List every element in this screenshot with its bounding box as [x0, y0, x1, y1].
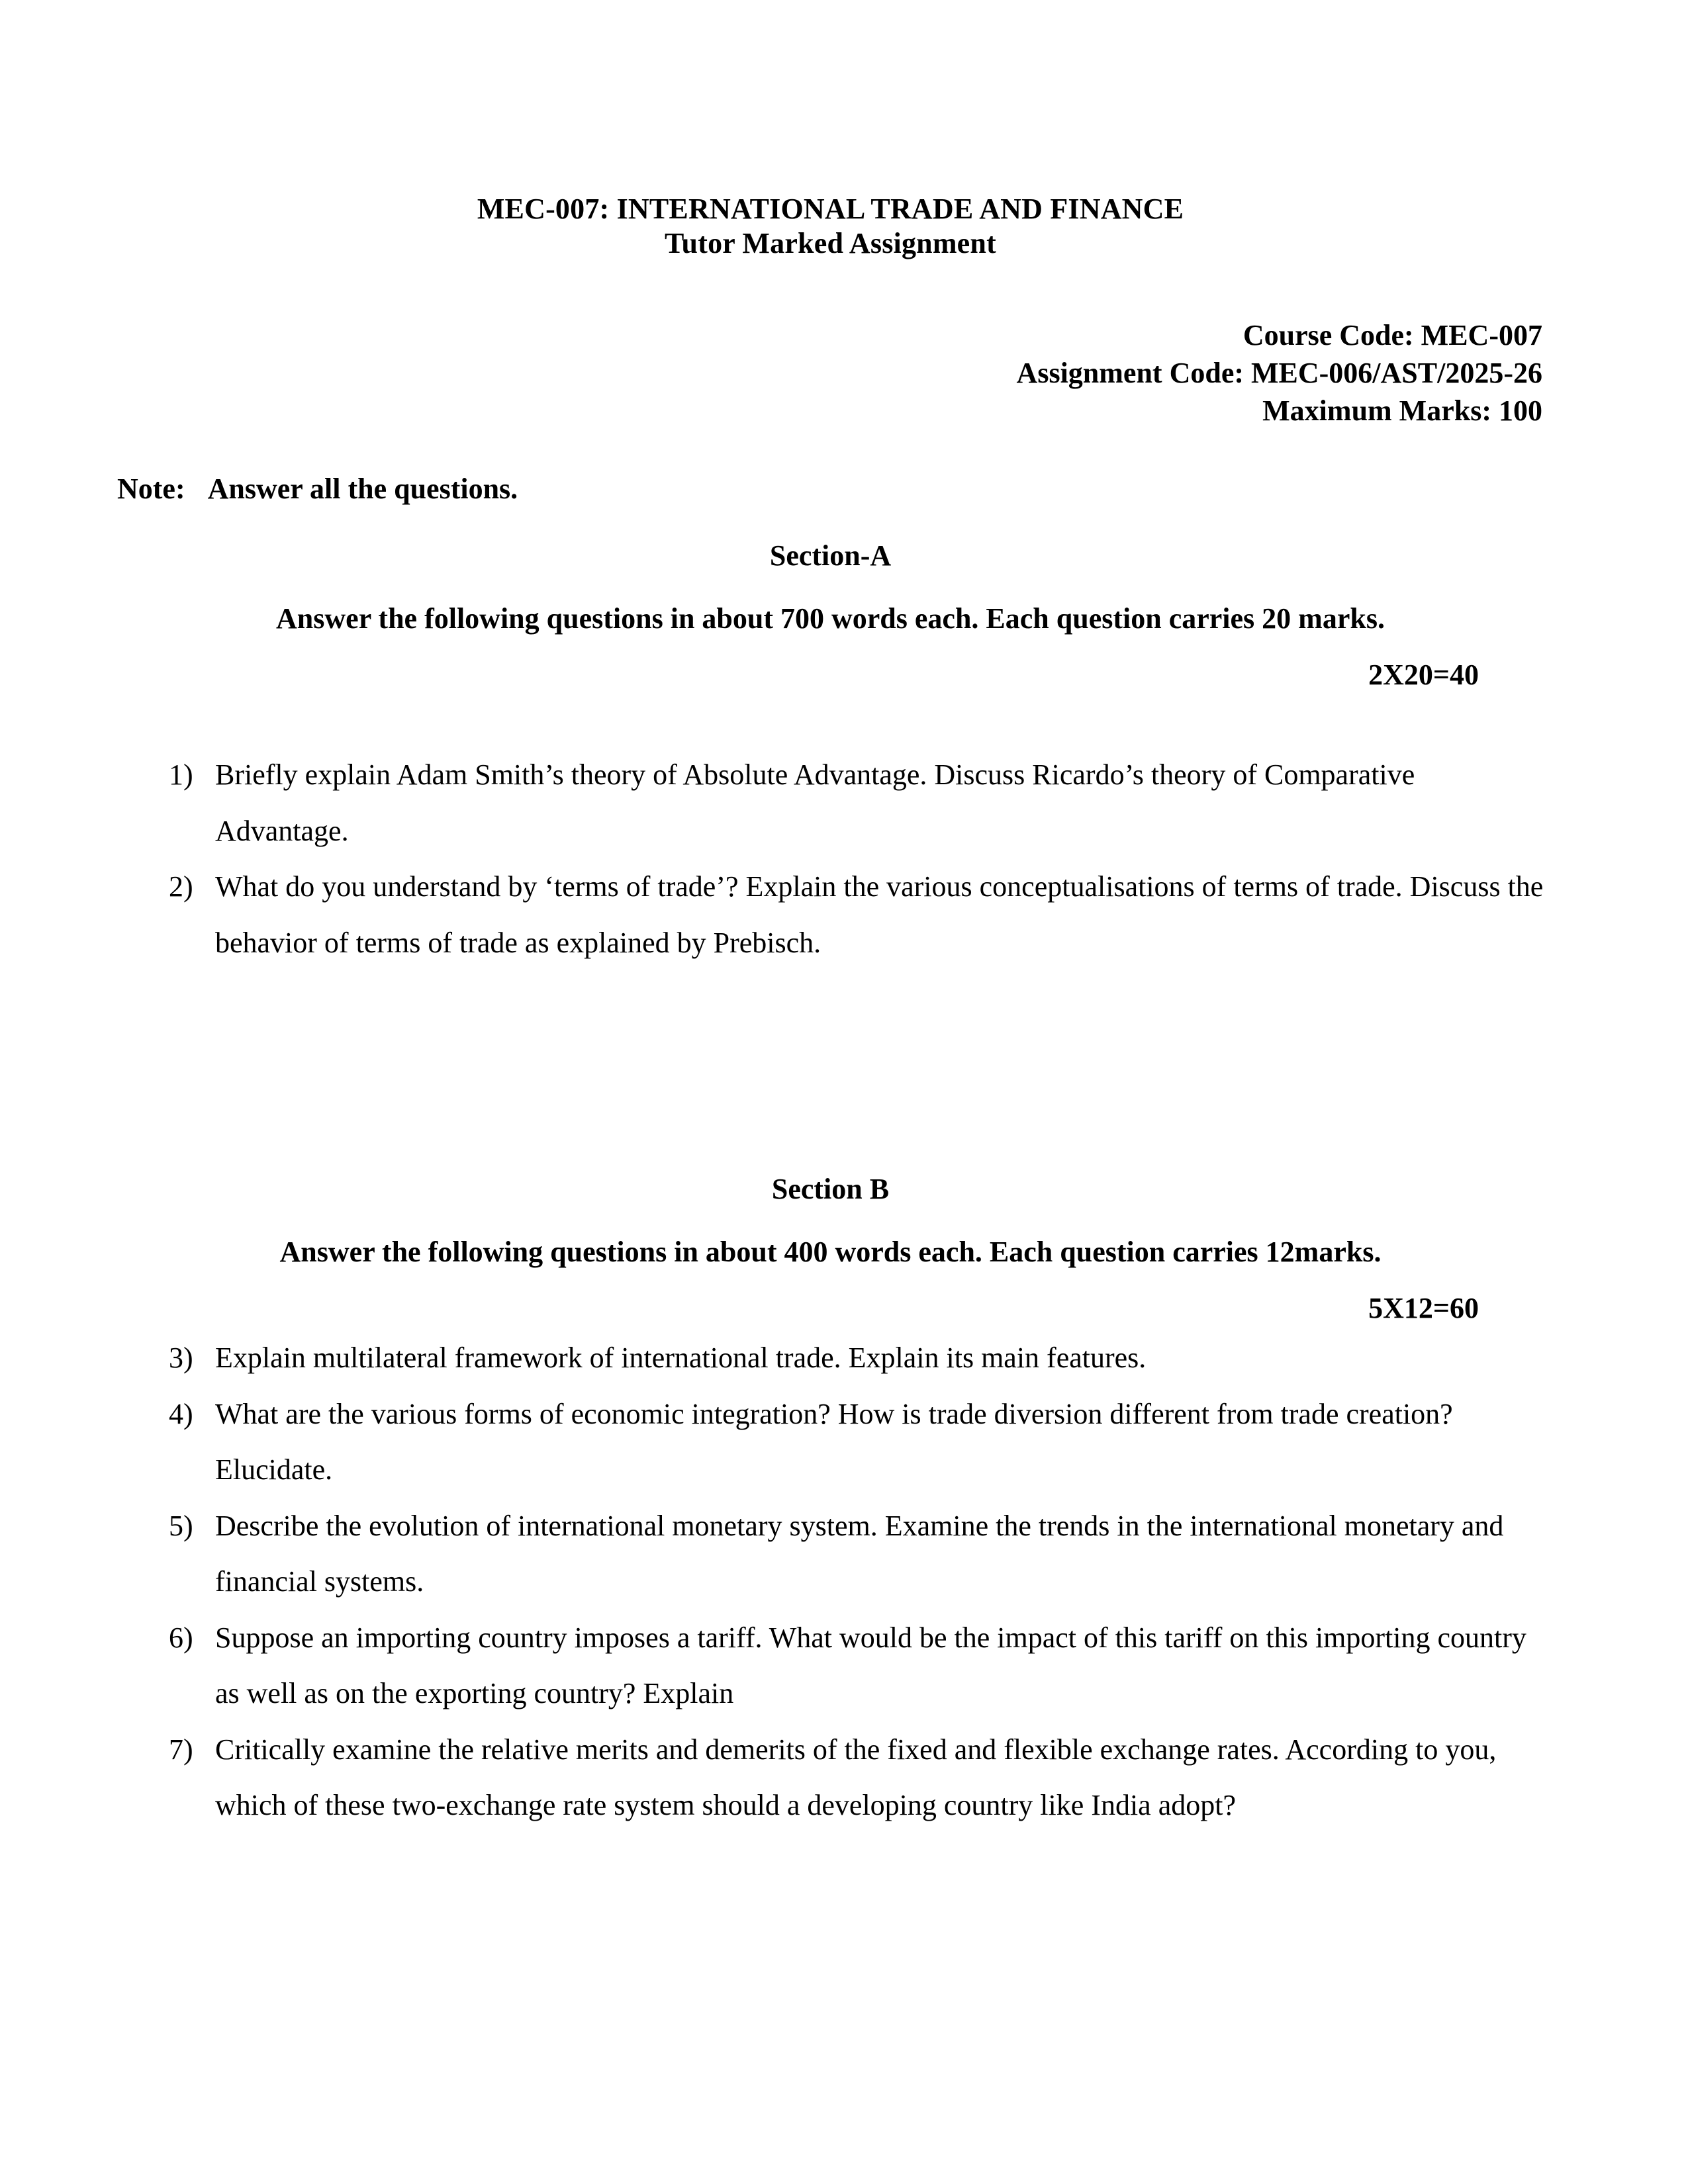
- course-meta-block: [117, 316, 1544, 430]
- section-gap: [117, 971, 1544, 1140]
- question-number: 6): [169, 1621, 193, 1654]
- question-text: Explain multilateral framework of international trade. Explain its main features.: [215, 1342, 1147, 1375]
- question-item: [117, 747, 1544, 859]
- question-number: 3): [169, 1342, 193, 1375]
- section-a-marks: 2X20=40: [1368, 659, 1479, 692]
- question-text: Critically examine the relative merits and demerits of the fixed and flexible exchange rates. According to you, which of these two-exchange rate system should a developing country like India adopt?: [215, 1733, 1497, 1821]
- question-item: [117, 1498, 1544, 1610]
- section-a-heading: Section-A: [769, 539, 892, 572]
- question-text: Briefly explain Adam Smith’s theory of Absolute Advantage. Discuss Ricardo’s theory of Comparative Advantage.: [215, 758, 1415, 847]
- note-block: [117, 471, 1544, 507]
- section-b-instruction: Answer the following questions in about 400 words each. Each question carries 12marks.: [279, 1236, 1382, 1269]
- question-number: 7): [169, 1733, 193, 1766]
- course-code-line: Course Code: MEC-007: [1243, 318, 1542, 351]
- question-item: [117, 1610, 1544, 1722]
- section-b-heading: Section B: [771, 1173, 890, 1206]
- question-number: 1): [169, 758, 193, 792]
- assignment-code-line: Assignment Code: MEC-006/AST/2025-26: [1016, 357, 1542, 389]
- question-text: Suppose an importing country imposes a tariff. What would be the impact of this tariff on this importing country as well as on the exporting country? Explain: [215, 1621, 1526, 1710]
- document-content: [117, 0, 1544, 1833]
- question-text: Describe the evolution of international monetary system. Examine the trends in the international monetary and financial systems.: [215, 1509, 1504, 1598]
- section-a-question-list: [117, 747, 1544, 971]
- question-text: What do you understand by ‘terms of trade’? Explain the various conceptualisations of terms of trade. Discuss the behavior of terms of trade as explained by Prebisch.: [215, 870, 1544, 959]
- title-block: [117, 192, 1544, 261]
- section-a-instruction: Answer the following questions in about 700 words each. Each question carries 20 marks.: [276, 602, 1385, 635]
- question-item: [117, 859, 1544, 971]
- question-number: 2): [169, 870, 193, 903]
- note-text: Answer all the questions.: [207, 473, 518, 506]
- note-line: [117, 471, 1544, 507]
- section-b-marks: 5X12=60: [1368, 1292, 1479, 1325]
- section-b-question-list: [117, 1330, 1544, 1833]
- question-number: 5): [169, 1509, 193, 1542]
- question-item: [117, 1722, 1544, 1834]
- note-label: Note:: [117, 473, 185, 506]
- page-subtitle: Tutor Marked Assignment: [665, 226, 996, 259]
- question-text: What are the various forms of economic integration? How is trade diversion different from trade creation? Elucidate.: [215, 1397, 1453, 1486]
- maximum-marks-line: Maximum Marks: 100: [1262, 394, 1542, 428]
- page-title: MEC-007: INTERNATIONAL TRADE AND FINANCE: [477, 193, 1184, 225]
- question-item: [117, 1330, 1544, 1386]
- question-item: [117, 1387, 1544, 1498]
- question-number: 4): [169, 1397, 193, 1430]
